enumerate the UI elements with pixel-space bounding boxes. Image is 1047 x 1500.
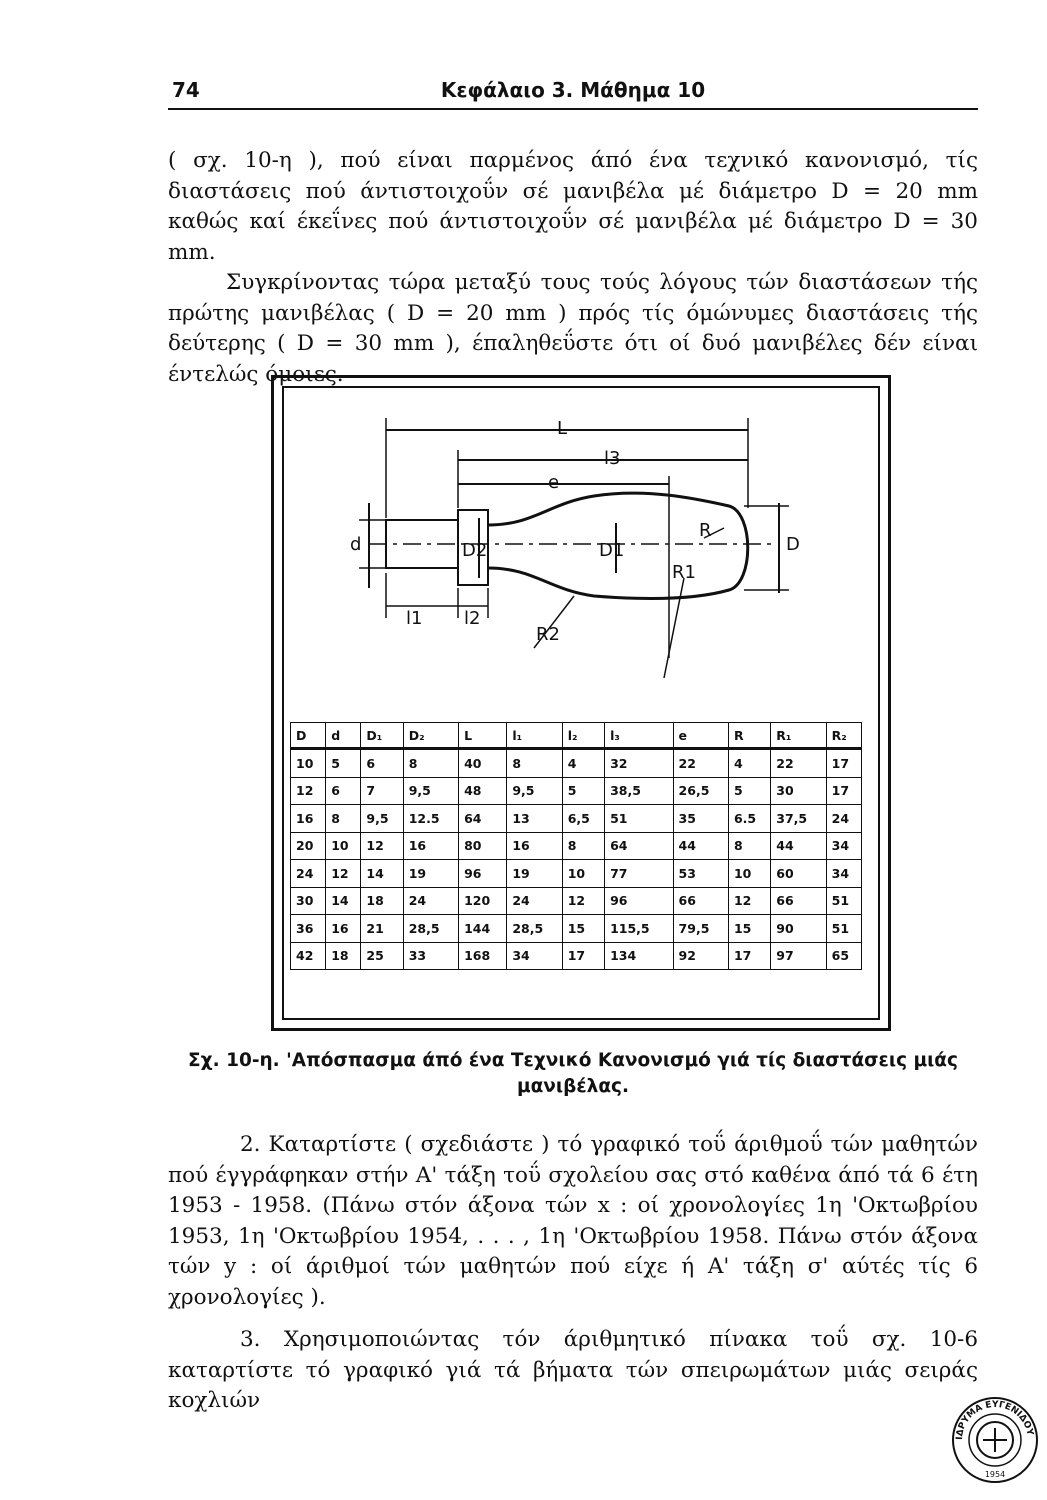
table-column-header: l₁ [507,723,562,749]
table-cell: 51 [605,805,673,833]
table-cell: 17 [728,942,770,970]
table-cell: 34 [826,832,861,860]
table-cell: 44 [771,832,826,860]
table-cell: 17 [562,942,604,970]
table-column-header: R [728,723,770,749]
label-L: L [557,418,568,439]
table-cell: 115,5 [605,915,673,943]
table-cell: 134 [605,942,673,970]
table-cell: 51 [826,915,861,943]
table-cell: 9,5 [507,777,562,805]
table-cell: 7 [361,777,403,805]
table-column-header: e [673,723,728,749]
label-e: e [548,472,560,493]
figure-frame [271,375,891,1031]
table-cell: 12 [291,777,326,805]
table-cell: 20 [291,832,326,860]
table-cell: 19 [403,860,458,888]
table-cell: 24 [291,860,326,888]
table-cell: 10 [728,860,770,888]
table-cell: 17 [826,777,861,805]
table-cell: 65 [826,942,861,970]
dimension-table [290,722,862,970]
table-cell: 79,5 [673,915,728,943]
table-column-header: D [291,723,326,749]
table-cell: 15 [562,915,604,943]
table-cell: 144 [459,915,507,943]
table-column-header: l₂ [562,723,604,749]
table-column-header: L [459,723,507,749]
seal-text: ΙΔΡΥΜΑ ΕΥΓΕΝΙΔΟΥ [954,1399,1035,1441]
table-column-header: l₃ [605,723,673,749]
table-cell: 33 [403,942,458,970]
table-row [291,805,862,833]
table-cell: 24 [826,805,861,833]
handle-drawing [274,378,888,718]
table-cell: 34 [826,860,861,888]
table-cell: 4 [728,749,770,778]
table-cell: 16 [507,832,562,860]
label-R: R [699,520,712,541]
table-cell: 77 [605,860,673,888]
table-cell: 12 [326,860,361,888]
table-cell: 38,5 [605,777,673,805]
table-cell: 60 [771,860,826,888]
table-row [291,777,862,805]
table-cell: 8 [728,832,770,860]
table-cell: 120 [459,887,507,915]
table-cell: 16 [291,805,326,833]
intro-paragraph [168,146,978,390]
label-l2: l2 [464,608,481,629]
seal-year: 1954 [984,1470,1006,1479]
intro-text-b: Συγκρίνοντας τώρα μεταξύ τους τούς λόγους τών διαστάσεων τής πρώτης μανιβέλας ( D = 20 mm ) πρός τίς όμώνυμες διαστάσεις τής δεύτερης ( D = 30 mm ), έπαληθεΰστε ότι οί δυό μανιβέλες δέν είναι έντελώς όμοιες. [168,270,978,387]
label-D1: D1 [599,540,625,561]
table-cell: 10 [562,860,604,888]
exercise-3-text: 3. Χρησιμοποιώντας τόν άριθμητικό πίνακα τοΰ σχ. 10-6 καταρτίστε τό γραφικό γιά τά βήματα τών σπειρωμάτων μιάς σειράς κοχλιών [168,1327,978,1413]
label-l3: l3 [604,448,621,469]
table-cell: 5 [326,749,361,778]
table-cell: 25 [361,942,403,970]
table-cell: 12.5 [403,805,458,833]
table-cell: 16 [403,832,458,860]
table-cell: 13 [507,805,562,833]
label-l1: l1 [406,608,423,629]
table-cell: 10 [291,749,326,778]
exercise-3 [168,1325,978,1417]
table-cell: 96 [605,887,673,915]
table-cell: 8 [326,805,361,833]
table-cell: 16 [326,915,361,943]
table-cell: 36 [291,915,326,943]
table-cell: 30 [771,777,826,805]
table-cell: 12 [562,887,604,915]
table-cell: 64 [605,832,673,860]
chapter-title: Κεφάλαιο 3. Μάθημα 10 [440,78,706,102]
table-row [291,942,862,970]
page-header [168,72,978,110]
table-cell: 21 [361,915,403,943]
table-cell: 42 [291,942,326,970]
table-row [291,887,862,915]
table-cell: 12 [728,887,770,915]
table-cell: 24 [507,887,562,915]
exercise-2 [168,1130,978,1313]
table-cell: 28,5 [507,915,562,943]
table-cell: 26,5 [673,777,728,805]
table-cell: 97 [771,942,826,970]
label-d: d [350,534,362,555]
table-cell: 90 [771,915,826,943]
table-cell: 34 [507,942,562,970]
table-cell: 30 [291,887,326,915]
table-cell: 64 [459,805,507,833]
table-cell: 35 [673,805,728,833]
table-cell: 92 [673,942,728,970]
exercise-2-text: 2. Καταρτίστε ( σχεδιάστε ) τό γραφικό τοΰ άριθμοΰ τών μαθητών πού έγγράφηκαν στήν Α' τάξη τοΰ σχολείου σας στό καθένα άπό τά 6 έτη 1953 - 1958. (Πάνω στόν άξονα τών x : οί χρονολογίες 1η 'Οκτωβρίου 1953, 1η 'Οκτωβρίου 1954, . . . , 1η 'Οκτωβρίου 1958. Πάνω στόν άξονα τών y : οί άριθμοί τών μαθητών πού είχε ή Α' τάξη σ' αύτές τίς 6 χρονολογίες ). [168,1132,978,1310]
table-cell: 28,5 [403,915,458,943]
figure-caption [168,1048,978,1100]
page-number: 74 [172,78,200,102]
table-cell: 6.5 [728,805,770,833]
table-cell: 17 [826,749,861,778]
table-cell: 168 [459,942,507,970]
table-row [291,832,862,860]
table-cell: 19 [507,860,562,888]
table-row [291,915,862,943]
table-cell: 18 [326,942,361,970]
table-cell: 14 [326,887,361,915]
table-header-row [291,723,862,749]
table-cell: 24 [403,887,458,915]
foundation-seal [950,1395,1040,1485]
table-cell: 32 [605,749,673,778]
table-cell: 15 [728,915,770,943]
table-column-header: D₂ [403,723,458,749]
table-cell: 44 [673,832,728,860]
table-cell: 8 [403,749,458,778]
caption-line-2: μανιβέλας. [516,1076,630,1097]
intro-text-a: ( σχ. 10-η ), πού είναι παρμένος άπό ένα τεχνικό κανονισμό, τίς διαστάσεις πού άντιστοιχοΰν σέ μανιβέλα μέ διάμετρο D = 20 mm καθώς καί έκεΐνες πού άντιστοιχοΰν σέ μανιβέλα μέ διάμετρο D = 30 mm. [168,148,978,265]
table-cell: 18 [361,887,403,915]
label-D2: D2 [462,540,488,561]
table-cell: 10 [326,832,361,860]
table-cell: 4 [562,749,604,778]
table-cell: 6 [361,749,403,778]
table-cell: 6,5 [562,805,604,833]
leader-R1 [664,578,684,678]
table-cell: 22 [771,749,826,778]
table-cell: 37,5 [771,805,826,833]
table-body [291,749,862,970]
table-row [291,860,862,888]
table-cell: 9,5 [361,805,403,833]
table-column-header: R₁ [771,723,826,749]
table-cell: 80 [459,832,507,860]
table-cell: 66 [771,887,826,915]
table-cell: 48 [459,777,507,805]
table-cell: 12 [361,832,403,860]
table-cell: 96 [459,860,507,888]
table-column-header: d [326,723,361,749]
table-cell: 5 [562,777,604,805]
table-column-header: D₁ [361,723,403,749]
table-cell: 5 [728,777,770,805]
caption-line-1: Σχ. 10-η. 'Απόσπασμα άπό ένα Τεχνικό Κανονισμό γιά τίς διαστάσεις μιάς [188,1050,958,1071]
table-cell: 51 [826,887,861,915]
table-cell: 53 [673,860,728,888]
table-row [291,749,862,778]
table-cell: 9,5 [403,777,458,805]
table-cell: 40 [459,749,507,778]
label-D: D [786,534,800,555]
table-cell: 6 [326,777,361,805]
table-cell: 8 [507,749,562,778]
table-cell: 22 [673,749,728,778]
label-R2: R2 [536,624,560,645]
table-cell: 8 [562,832,604,860]
label-R1: R1 [672,562,696,583]
table-cell: 66 [673,887,728,915]
table-cell: 14 [361,860,403,888]
table-column-header: R₂ [826,723,861,749]
